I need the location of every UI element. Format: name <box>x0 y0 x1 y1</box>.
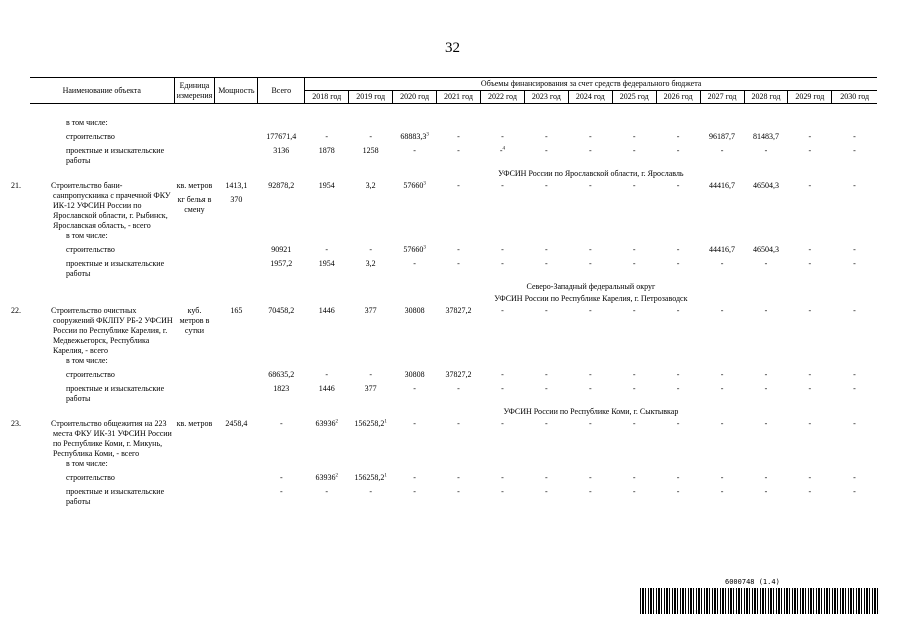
cell-value: - <box>457 384 460 393</box>
cell-value: - <box>369 245 372 254</box>
cell-value: - <box>325 370 329 379</box>
table-row <box>30 459 877 469</box>
table-row <box>30 231 877 241</box>
barcode-bars <box>640 588 880 614</box>
cell-value: 377 <box>364 306 377 315</box>
object-name: 21. Строительство бани-санпропускника с прачечной ФКУ ИК-12 УФСИН России по Ярославской области, г. Рыбинск, Ярославская область, - всего <box>11 181 171 230</box>
cell-value: - <box>545 245 548 254</box>
cell-value: 37827,2 <box>445 370 472 379</box>
header-year: 2027 год <box>700 91 744 104</box>
cell-value: 377 <box>364 384 377 393</box>
cell-value: - <box>764 146 768 155</box>
row-label: проектные и изыскательские работы <box>66 259 165 278</box>
power-cell: 2458,4 <box>225 419 248 428</box>
cell-value: - <box>853 259 856 268</box>
cell-value: - <box>501 419 504 428</box>
cell-value: - <box>545 384 548 393</box>
budget-table <box>11 77 877 507</box>
cell-value: - <box>369 370 372 379</box>
cell-value: - <box>676 146 680 155</box>
header-year: 2019 год <box>349 91 393 104</box>
cell-value: - <box>413 146 416 155</box>
cell-value: - <box>853 370 856 379</box>
cell-value: - <box>588 181 592 190</box>
cell-value: - <box>545 370 548 379</box>
cell-value: - <box>501 370 504 379</box>
cell-value: - <box>588 146 592 155</box>
cell-value: 30808 <box>404 306 425 315</box>
cell-value: - <box>808 259 812 268</box>
cell-value: - <box>325 132 329 141</box>
cell-value: -$^4$ <box>499 146 506 155</box>
cell-value: 156258,2$^1$ <box>354 419 387 428</box>
cell-total: 177671,4 <box>266 132 297 141</box>
cell-value: - <box>588 384 592 393</box>
cell-value: - <box>764 473 768 482</box>
cell-value: - <box>853 245 856 254</box>
cell-value: 1954 <box>318 181 335 190</box>
cell-value: - <box>632 245 636 254</box>
cell-value: - <box>676 487 680 496</box>
cell-value: - <box>457 181 460 190</box>
cell-value: - <box>676 370 680 379</box>
section-header-row <box>30 404 877 419</box>
cell-total: - <box>279 419 283 428</box>
cell-value: - <box>853 487 856 496</box>
section-header-row <box>30 279 877 306</box>
header-funding-group: Объемы финансирования за счет средств федерального бюджета <box>305 78 877 91</box>
cell-value: 1446 <box>318 384 335 393</box>
cell-value: - <box>676 245 680 254</box>
cell-value: - <box>853 132 856 141</box>
cell-value: - <box>720 384 724 393</box>
cell-value: - <box>545 146 548 155</box>
table-row <box>30 181 877 231</box>
cell-value: - <box>764 419 768 428</box>
row-label: строительство <box>66 132 115 141</box>
cell-value: - <box>808 245 812 254</box>
cell-value: - <box>808 146 812 155</box>
table-row <box>30 306 877 356</box>
cell-value: - <box>588 245 592 254</box>
cell-value: - <box>720 259 724 268</box>
cell-value: - <box>413 487 416 496</box>
cell-value: - <box>764 487 768 496</box>
table-row <box>30 419 877 459</box>
header-unit: Единица измерения <box>174 78 215 104</box>
cell-value: - <box>457 259 460 268</box>
cell-value: - <box>720 473 724 482</box>
cell-value: - <box>588 132 592 141</box>
table-row <box>30 469 877 483</box>
row-label: проектные и изыскательские работы <box>66 146 165 165</box>
table-row <box>30 128 877 142</box>
cell-total: 3136 <box>273 146 290 155</box>
table-row <box>30 483 877 507</box>
unit-cell: кв. метров <box>176 419 213 428</box>
cell-value: - <box>764 306 768 315</box>
table-row <box>30 255 877 279</box>
cell-value: - <box>501 259 504 268</box>
cell-value: 37827,2 <box>445 306 472 315</box>
cell-value: - <box>853 419 856 428</box>
cell-value: - <box>853 306 856 315</box>
header-year: 2018 год <box>305 91 349 104</box>
cell-value: - <box>588 306 592 315</box>
cell-value: - <box>325 245 329 254</box>
cell-total: 68635,2 <box>268 370 295 379</box>
cell-value: - <box>632 370 636 379</box>
cell-value: - <box>588 473 592 482</box>
cell-value: - <box>457 146 460 155</box>
cell-value: - <box>808 370 812 379</box>
cell-value: 96187,7 <box>709 132 736 141</box>
cell-value: - <box>545 259 548 268</box>
cell-value: - <box>325 487 329 496</box>
cell-value: - <box>457 487 460 496</box>
section-title: УФСИН России по Ярославской области, г. Ярославль <box>498 169 684 178</box>
header-power: Мощность <box>215 78 258 104</box>
cell-value: - <box>764 384 768 393</box>
cell-value: - <box>808 384 812 393</box>
cell-value: - <box>808 419 812 428</box>
cell-value: - <box>676 473 680 482</box>
cell-value: 46504,3 <box>752 245 779 254</box>
header-year: 2021 год <box>437 91 481 104</box>
table-row <box>30 366 877 380</box>
cell-value: - <box>632 384 636 393</box>
header-year: 2026 год <box>656 91 700 104</box>
cell-value: - <box>501 306 504 315</box>
cell-value: - <box>457 132 460 141</box>
table-row <box>30 142 877 166</box>
header-year: 2030 год <box>832 91 877 104</box>
cell-value: - <box>632 306 636 315</box>
row-label: строительство <box>66 370 115 379</box>
cell-value: 30808 <box>404 370 425 379</box>
object-name: 22. Строительство очистных сооружений ФКЛПУ РБ-2 УФСИН России по Республике Карелия, г. Медвежьегорск, Республика Карелия, - всего <box>11 306 173 355</box>
cell-value: - <box>457 473 460 482</box>
row-label: строительство <box>66 245 115 254</box>
incl-label: в том числе: <box>66 459 108 468</box>
cell-total: - <box>279 487 283 496</box>
cell-value: - <box>632 181 636 190</box>
cell-total: 90921 <box>271 245 292 254</box>
cell-value: - <box>501 132 504 141</box>
cell-value: 1446 <box>318 306 335 315</box>
cell-value: - <box>676 384 680 393</box>
barcode <box>640 578 880 614</box>
cell-value: - <box>853 384 856 393</box>
cell-value: - <box>632 132 636 141</box>
cell-value: 68883,3$^3$ <box>400 132 429 141</box>
cell-value: - <box>853 146 856 155</box>
table-row <box>30 118 877 128</box>
cell-value: - <box>676 181 680 190</box>
cell-total: 1957,2 <box>270 259 293 268</box>
header-year: 2023 год <box>524 91 568 104</box>
cell-value: - <box>545 419 548 428</box>
header-year: 2029 год <box>788 91 832 104</box>
cell-value: - <box>720 306 724 315</box>
cell-value: - <box>501 473 504 482</box>
cell-value: - <box>764 259 768 268</box>
cell-value: - <box>413 419 416 428</box>
cell-value: 1878 <box>318 146 335 155</box>
cell-value: 57660$^3$ <box>403 181 426 190</box>
cell-value: 81483,7 <box>752 132 779 141</box>
cell-value: - <box>545 487 548 496</box>
cell-value: 1954 <box>318 259 335 268</box>
header-year: 2024 год <box>568 91 612 104</box>
cell-value: - <box>369 487 372 496</box>
cell-total: 92878,2 <box>268 181 295 190</box>
cell-value: - <box>632 259 636 268</box>
row-label: строительство <box>66 473 115 482</box>
cell-value: 156258,2$^1$ <box>354 473 387 482</box>
incl-label: в том числе: <box>66 356 108 365</box>
unit-cell: куб. метров в сутки <box>179 306 210 335</box>
cell-value: - <box>808 181 812 190</box>
object-name: 23. Строительство общежития на 223 места ФКУ ИК-31 УФСИН России по Республике Коми, г. Микунь, Республика Коми, - всего <box>11 419 172 458</box>
cell-value: - <box>413 473 416 482</box>
header-year: 2028 год <box>744 91 788 104</box>
cell-total: - <box>279 473 283 482</box>
cell-value: - <box>720 487 724 496</box>
cell-value: - <box>588 370 592 379</box>
section-header-row <box>30 166 877 181</box>
header-year: 2020 год <box>393 91 437 104</box>
cell-value: - <box>808 473 812 482</box>
table-row <box>30 380 877 404</box>
cell-value: - <box>676 259 680 268</box>
table-row <box>30 356 877 366</box>
row-label: проектные и изыскательские работы <box>66 384 165 403</box>
header-year: 2022 год <box>480 91 524 104</box>
section-title: Северо-Западный федеральный округ УФСИН России по Республике Карелия, г. Петрозаводск <box>494 282 688 303</box>
cell-value: - <box>853 473 856 482</box>
cell-value: - <box>545 306 548 315</box>
cell-total: 70458,2 <box>268 306 295 315</box>
cell-value: 1258 <box>362 146 379 155</box>
power-cell: 165 <box>230 306 243 315</box>
incl-label: в том числе: <box>66 118 108 127</box>
section-title: УФСИН России по Республике Коми, г. Сыктывкар <box>503 407 679 416</box>
cell-value: - <box>501 487 504 496</box>
cell-value: - <box>853 181 856 190</box>
header-total: Всего <box>258 78 305 104</box>
cell-value: 44416,7 <box>709 181 736 190</box>
incl-label: в том числе: <box>66 231 108 240</box>
cell-value: - <box>764 370 768 379</box>
cell-value: 44416,7 <box>709 245 736 254</box>
cell-value: - <box>808 132 812 141</box>
cell-value: - <box>808 487 812 496</box>
row-label: проектные и изыскательские работы <box>66 487 165 506</box>
cell-value: - <box>632 419 636 428</box>
cell-value: - <box>632 146 636 155</box>
cell-value: - <box>545 473 548 482</box>
power-cell: 1413,1 370 <box>225 181 248 204</box>
cell-value: 46504,3 <box>752 181 779 190</box>
cell-value: - <box>632 473 636 482</box>
unit-cell: кв. метров кг белья в смену <box>176 181 213 214</box>
page-number: 32 <box>445 40 460 56</box>
cell-value: 63936$^2$ <box>315 419 338 428</box>
table-row <box>30 241 877 255</box>
cell-value: - <box>676 419 680 428</box>
cell-value: 57660$^3$ <box>403 245 426 254</box>
cell-value: - <box>720 146 724 155</box>
header-name: Наименование объекта <box>30 78 174 104</box>
barcode-text: 6000748 (1.4) <box>725 578 780 586</box>
cell-value: - <box>501 181 504 190</box>
cell-value: - <box>457 245 460 254</box>
cell-value: - <box>588 487 592 496</box>
cell-value: - <box>545 132 548 141</box>
cell-value: - <box>369 132 372 141</box>
cell-value: - <box>413 384 416 393</box>
cell-value: - <box>808 306 812 315</box>
cell-value: - <box>588 259 592 268</box>
cell-value: - <box>720 419 724 428</box>
header-year: 2025 год <box>612 91 656 104</box>
cell-value: - <box>457 419 460 428</box>
cell-value: - <box>632 487 636 496</box>
cell-value: - <box>501 384 504 393</box>
cell-value: - <box>588 419 592 428</box>
cell-value: - <box>413 259 416 268</box>
cell-value: 3,2 <box>365 259 376 268</box>
cell-total: 1823 <box>273 384 290 393</box>
cell-value: - <box>545 181 548 190</box>
cell-value: - <box>676 306 680 315</box>
cell-value: 63936$^2$ <box>315 473 338 482</box>
cell-value: - <box>501 245 504 254</box>
cell-value: 3,2 <box>365 181 376 190</box>
cell-value: - <box>676 132 680 141</box>
cell-value: - <box>720 370 724 379</box>
